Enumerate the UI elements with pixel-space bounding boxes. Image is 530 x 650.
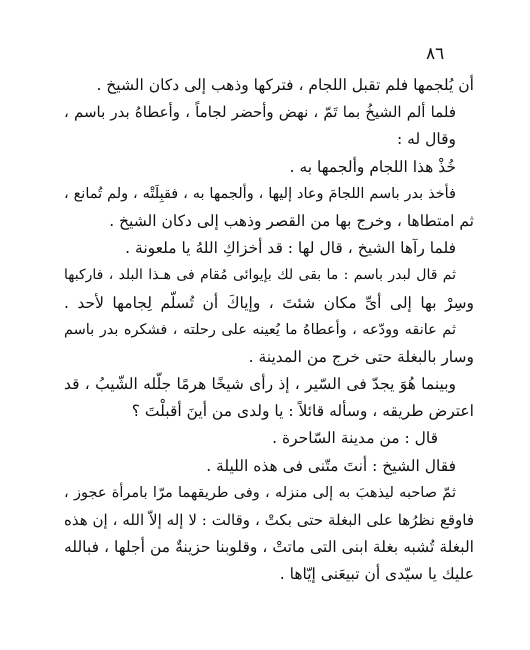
- text-line: ثم قال لبدر باسم : ما بقى لك بإيوائى مُقام فى هـذا البلد ، فاركبها: [64, 267, 456, 284]
- text-line: فلما ألم الشيخُ بما تَمّ ، نهض وأحضر لجاماً ، وأعطاهُ بدر باسم ،: [64, 103, 456, 122]
- text-line: خُذْ هذا اللجام وألجمها به .: [289, 157, 456, 176]
- text-line: ثمّ صاحبه ليذهبَ به إلى منزله ، وفى طريقهما مرّا بامرأة عجوز ،: [64, 484, 456, 501]
- text-line: اعترض طريقه ، وسأله قائلاً : يا ولدى من أينَ أقبلْتَ ؟: [131, 402, 474, 421]
- text-line: وقال له :: [397, 130, 456, 149]
- text-line: أن يُلجمها فلم تقبل اللجام ، فتركها وذهب إلى دكان الشيخ .: [96, 76, 474, 94]
- text-line: فاوقع نظرُها على البغلة حتى بكتْ ، وقالت : لا إله إلاّ الله ، إن هذه: [64, 511, 474, 529]
- text-line: فأخذ بدر باسم اللجامَ وعاد إليها ، وألجمها به ، فقبِلَتْه ، ولم تُمانع ،: [64, 185, 456, 202]
- body-text: [64, 72, 474, 589]
- text-line: وبينما هُوَ يجدّ فى السّير ، إذ رأى شيخًا هرمًا جلّله الشّيبُ ، قد: [64, 375, 456, 394]
- text-line: قال : من مدينة السّاحرة .: [272, 429, 438, 448]
- text-line: وسار بالبغلة حتى خرج من المدينة .: [248, 347, 474, 366]
- text-line: ثم عانقه وودّعه ، وأعطاهُ ما يُعينه على رحلته ، فشكره بدر باسم: [64, 321, 456, 338]
- page-number: ٨٦: [426, 44, 445, 64]
- text-line: عليك يا سيّدى أن تبيعَنى إيّاها .: [279, 565, 474, 584]
- text-line: ثم امتطاها ، وخرج بها من القصر وذهب إلى دكان الشيخ .: [109, 211, 474, 230]
- text-line: البغلة تُشبه بغلة ابنى التى ماتتْ ، وقلوبنا حزينةٌ من أجلها ، فبالله: [64, 538, 474, 557]
- text-line: فقال الشيخ : أنتَ متّنى فى هذه الليلة .: [206, 456, 456, 475]
- text-line: فلما رآها الشيخ ، قال لها : قد أخزاكِ اللهُ يا ملعونة .: [125, 239, 456, 258]
- text-line: وسِرْ بها إلى أىِّ مكان شئتَ ، وإياكَ أن تُسلّم لِجامها لأحد .: [64, 293, 474, 312]
